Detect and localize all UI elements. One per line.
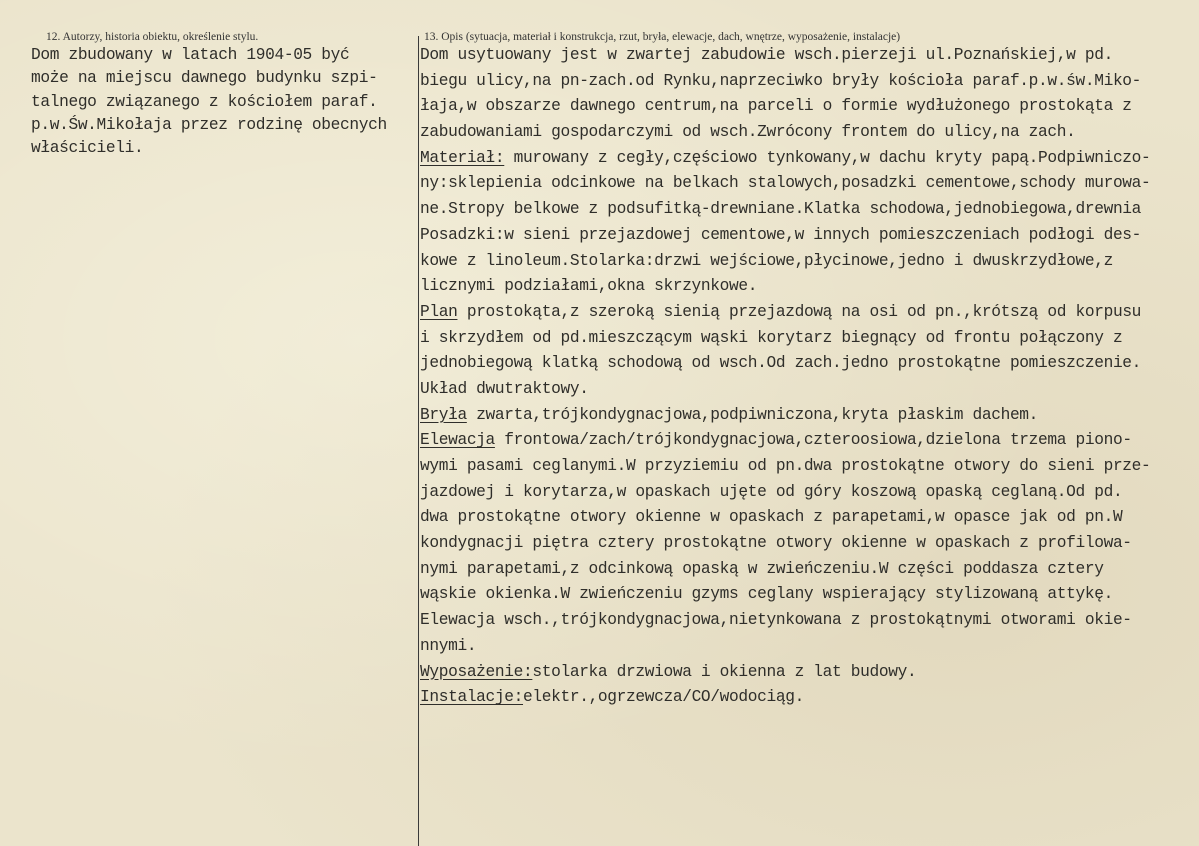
line-text: biegu ulicy,na pn-zach.od Rynku,naprzeciwko bryły kościoła paraf.p.w.św.Miko- <box>420 71 1142 90</box>
line-text: dwa prostokątne otwory okienne w opaskach z parapetami,w opasce jak od pn.W <box>420 508 1123 527</box>
line-text: ny:sklepienia odcinkowe na belkach stalowych,posadzki cementowe,schody murowa- <box>420 174 1151 193</box>
line-text: Układ dwutraktowy. <box>420 379 589 398</box>
line-text: zabudowaniami gospodarczymi od wsch.Zwrócony frontem do ulicy,na zach. <box>420 123 1076 142</box>
line-text: stolarka drzwiowa i okienna z lat budowy. <box>532 662 917 681</box>
text-line <box>420 351 1199 377</box>
text-line <box>420 223 1199 249</box>
line-text: i skrzydłem od pd.mieszczącym wąski korytarz biegnący od frontu połączony z <box>420 328 1123 347</box>
text-line <box>420 326 1199 352</box>
text-line <box>420 454 1199 480</box>
text-line <box>420 505 1199 531</box>
text-line <box>420 171 1199 197</box>
authors-history-text <box>31 44 419 160</box>
section-label: Elewacja <box>420 431 495 450</box>
text-line <box>420 403 1199 429</box>
line-text: prostokąta,z szeroką sienią przejazdową na osi od pn.,krótszą od korpusu <box>457 302 1142 321</box>
line-text: ne.Stropy belkowe z podsufitką-drewniane.Klatka schodowa,jednobiegowa,drewnia <box>420 200 1142 219</box>
section-12-heading: 12. Autorzy, historia obiektu, określenie stylu. <box>46 31 259 43</box>
text-line <box>420 531 1199 557</box>
section-13-heading: 13. Opis (sytuacja, materiał i konstrukcja, rzut, bryła, elewacje, dach, wnętrze, wyposażenie, instalacje) <box>424 31 901 43</box>
line-text: kowe z linoleum.Stolarka:drzwi wejściowe,płycinowe,jedno i dwuskrzydłowe,z <box>420 251 1113 270</box>
line-text: Elewacja wsch.,trójkondygnacjowa,nietynkowana z prostokątnymi otworami okie- <box>420 611 1132 630</box>
section-label: Wyposażenie: <box>420 662 533 681</box>
text-line <box>420 660 1199 686</box>
text-line <box>420 582 1199 608</box>
line-text: wymi pasami ceglanymi.W przyziemiu od pn.dwa prostokątne otwory do sieni prze- <box>420 457 1151 475</box>
text-line <box>420 377 1199 403</box>
text-line: może na miejscu dawnego budynku szpi- <box>31 69 378 88</box>
line-text: nymi parapetami,z odcinkową opaską w zwieńczeniu.W części poddasza cztery <box>420 559 1104 578</box>
text-line <box>420 249 1199 275</box>
line-text: łaja,w obszarze dawnego centrum,na parceli o formie wydłużonego prostokąta z <box>420 97 1132 116</box>
text-line <box>420 274 1199 300</box>
text-line <box>420 608 1199 634</box>
line-text: elektr.,ogrzewcza/CO/wodociąg. <box>523 688 804 707</box>
text-line: talnego związanego z kościołem paraf. <box>31 92 378 111</box>
text-line: właścicieli. <box>31 139 144 158</box>
section-label: Materiał: <box>420 148 505 167</box>
text-line <box>420 685 1199 711</box>
text-line <box>420 69 1199 95</box>
section-label: Instalacje: <box>420 688 524 707</box>
text-line <box>420 428 1199 454</box>
text-line <box>420 120 1199 146</box>
section-label: Bryła <box>420 405 467 424</box>
text-line <box>420 634 1199 660</box>
line-text: licznymi podziałami,okna skrzynkowe. <box>420 277 758 296</box>
text-line: Dom zbudowany w latach 1904-05 być <box>31 46 350 64</box>
line-text: nnymi. <box>420 636 477 655</box>
line-text: jednobiegową klatką schodową od wsch.Od zach.jedno prostokątne pomieszczenie. <box>420 354 1142 373</box>
text-line <box>420 480 1199 506</box>
text-line <box>420 94 1199 120</box>
text-line: p.w.Św.Mikołaja przez rodzinę obecnych <box>31 115 387 134</box>
text-line <box>420 197 1199 223</box>
line-text: frontowa/zach/trójkondygnacjowa,czteroosiowa,dzielona trzema piono- <box>494 431 1132 450</box>
text-line <box>420 557 1199 583</box>
line-text: kondygnacji piętra cztery prostokątne otwory okienne w opaskach z profilowa- <box>420 534 1132 553</box>
line-text: Dom usytuowany jest w zwartej zabudowie wsch.pierzeji ul.Poznańskiej,w pd. <box>420 46 1113 64</box>
section-label: Plan <box>420 302 458 321</box>
description-text <box>420 43 1199 711</box>
text-line <box>420 146 1199 172</box>
line-text: Posadzki:w sieni przejazdowej cementowe,w innych pomieszczeniach podłogi des- <box>420 225 1142 244</box>
line-text: jazdowej i korytarza,w opaskach ujęte od góry koszową opaską ceglaną.Od pd. <box>420 482 1123 501</box>
line-text: wąskie okienka.W zwieńczeniu gzyms ceglany wspierający stylizowaną attykę. <box>420 585 1113 604</box>
text-line <box>420 300 1199 326</box>
line-text: murowany z cegły,częściowo tynkowany,w dachu kryty papą.Podpiwniczo- <box>504 148 1151 167</box>
line-text: zwarta,trójkondygnacjowa,podpiwniczona,kryta płaskim dachem. <box>466 405 1039 424</box>
text-line <box>420 43 1199 69</box>
